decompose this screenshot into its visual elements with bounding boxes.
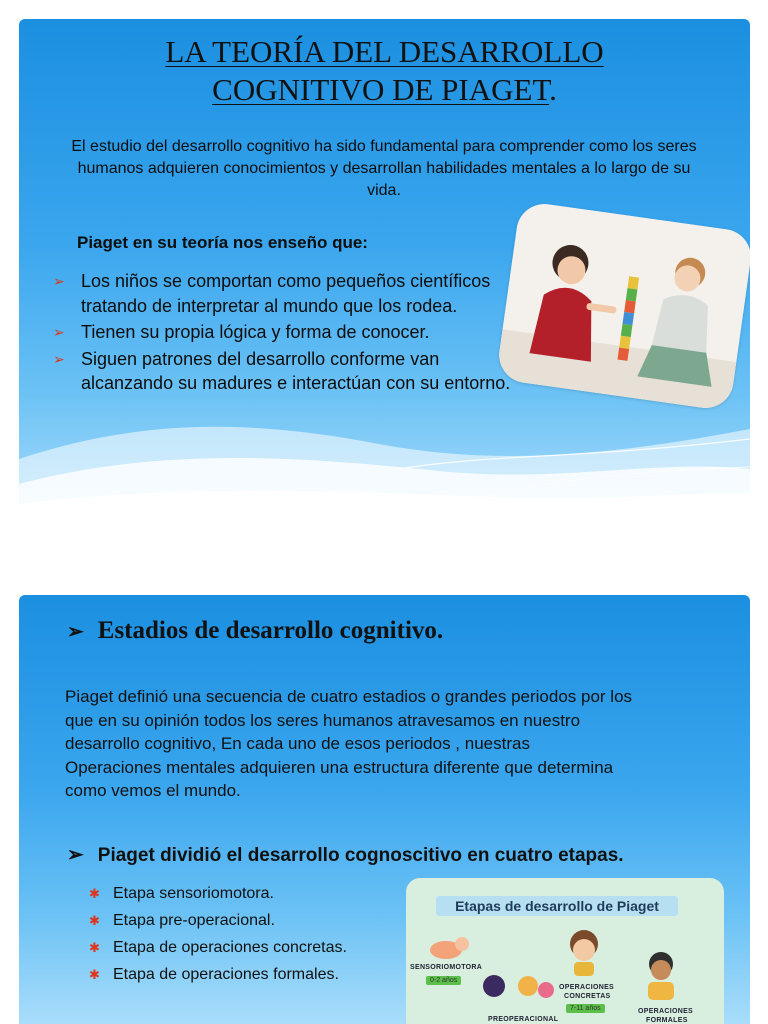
list-item: ✱ Etapa sensoriomotora. [89,880,347,907]
list-item: ✱ Etapa pre-operacional. [89,907,347,934]
arrow-right-icon: ➢ [53,350,65,367]
age-sensorimotor: 0-2 años [426,976,461,985]
label-concrete: OPERACIONES [559,984,615,991]
children-playing-photo [496,200,750,411]
page-title: LA TEORÍA DEL DESARROLLO COGNITIVO DE PIAGET. [165,34,604,107]
label-formal: OPERACIONES [638,1008,694,1015]
bullet-list [53,269,523,398]
label-preoperational: PREOPERACIONAL [488,1016,559,1023]
slide-1 [19,19,750,519]
label-formal-2: FORMALES [646,1017,688,1024]
age-concrete: 7-11 años [566,1004,605,1013]
infographic-title: Etapas de desarrollo de Piaget [436,896,678,916]
list-item: ✱ Etapa de operaciones formales. [89,961,347,988]
arrow-right-icon: ➢ [53,273,65,289]
list-item: ➢ Tienen su propia lógica y forma de conocer. [53,320,523,345]
wave-decoration [19,399,750,519]
arrow-right-icon: ➢ [53,324,65,340]
list-item: ➢ Los niños se comportan como pequeños científicos tratando de interpretar al mundo que los rodea. [53,271,491,316]
subheading: Piaget en su teoría nos enseño que: [77,233,368,252]
intro-paragraph: El estudio del desarrollo cognitivo ha sido fundamental para comprender como los seres humanos adquieren conocimientos y desarrollan habilidades mentales a lo largo de su vida. [71,138,697,199]
asterisk-icon: ✱ [89,967,100,982]
asterisk-icon: ✱ [89,913,100,928]
label-concrete-2: CONCRETAS [564,993,611,1000]
asterisk-icon: ✱ [89,886,100,901]
stages-list [89,880,347,988]
arrow-right-icon: ➢ [67,844,84,866]
arrow-right-icon: ➢ [67,621,84,643]
list-item: ➢ Siguen patrones del desarrollo conforme van alcanzando su madures e interactúan con su entorno. [53,348,511,393]
piaget-stages-infographic [406,878,724,1024]
list-item: ✱ Etapa de operaciones concretas. [89,934,347,961]
label-sensorimotor: SENSORIOMOTORA [410,964,483,971]
description-paragraph: Piaget definió una secuencia de cuatro estadios o grandes periodos por los que en su opinión todos los seres humanos atravesamos en nuestro desarrollo cognitivo, En cada uno de esos periodos , nuestras Operaciones mentales adquieren una estructura diferente que determina como vemos el mundo. [65,687,633,800]
asterisk-icon: ✱ [89,940,100,955]
children-illustrations [406,878,724,1024]
subheading: ➢ Piaget dividió el desarrollo cognoscitivo en cuatro etapas. [67,844,624,866]
section-heading: ➢ Estadios de desarrollo cognitivo. [67,617,444,644]
slide-2 [19,595,750,1024]
